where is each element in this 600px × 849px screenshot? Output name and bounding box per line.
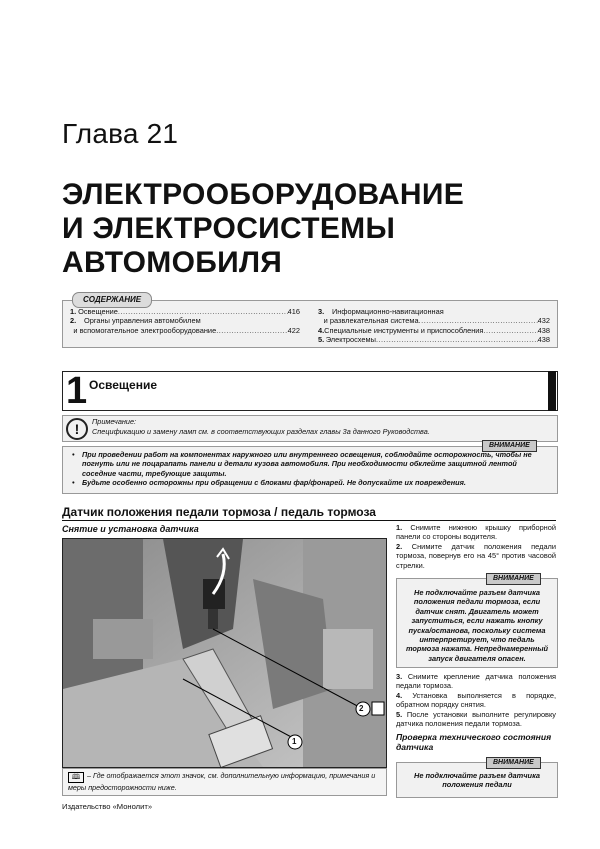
callout-2: 2	[359, 704, 364, 713]
warning-badge: ВНИМАНИЕ	[482, 440, 537, 452]
step-item: 3. Снимите крепление датчика положения педали тормоза.	[396, 672, 556, 691]
publisher-footer: Издательство «Монолит»	[62, 802, 153, 811]
brake-pedal-photo	[62, 538, 387, 768]
toc-right-column	[318, 307, 550, 344]
toc-entry[interactable]: и развлекательная система ..... 432	[318, 316, 550, 325]
section-title: Освещение	[89, 378, 157, 392]
chapter-number: Глава 21	[62, 118, 179, 149]
title-line: И ЭЛЕКТРОСИСТЕМЫ	[62, 212, 396, 245]
toc-label: СОДЕРЖАНИЕ	[72, 292, 152, 308]
warning-text-3: Не подключайте разъем датчика положения педали	[413, 771, 541, 790]
step-item: 5. После установки выполните регулировку датчика положения педали тормоза.	[396, 709, 556, 729]
step-item: 1. Снимите нижнюю крышку приборной панели со стороны водителя.	[396, 523, 556, 542]
note-label: Примечание:	[92, 417, 137, 426]
exclamation-icon: !	[66, 418, 88, 440]
step-item: 4. Установка выполняется в порядке, обратном порядку снятия.	[396, 690, 556, 710]
warning-list	[70, 450, 550, 488]
removal-steps-2	[396, 672, 556, 728]
subsection-title: Датчик положения педали тормоза / педаль тормоза	[62, 505, 556, 521]
photo-caption	[68, 771, 378, 792]
toc-entry[interactable]: 2. Органы управления автомобилем	[70, 316, 201, 326]
step-item: 2. Снимите датчик положения педали тормоза, повернув его на 45° против часовой стрелки.	[396, 541, 556, 570]
note-body: Спецификацию и замену ламп см. в соответствующих разделах главы 3а данного Руководства.	[92, 426, 430, 436]
toc-entry[interactable]: 3. Информационно-навигационная	[318, 307, 444, 316]
title-line: АВТОМОБИЛЯ	[62, 246, 283, 279]
book-icon: 🕮	[68, 772, 84, 783]
removal-steps	[396, 523, 556, 570]
caption-text: – Где отображается этот значок, см. дополнительную информацию, примечания и меры предосторожности ниже.	[68, 771, 376, 792]
title-line: ЭЛЕКТРООБОРУДОВАНИЕ	[62, 178, 465, 211]
check-title: Проверка технического состояния датчика	[396, 732, 552, 753]
toc-entry[interactable]: 4. Специальные инструменты и приспособления ..... 438	[318, 326, 550, 335]
warning-badge-3: ВНИМАНИЕ	[486, 757, 541, 769]
subheading: Снятие и установка датчика	[62, 524, 199, 534]
toc-entry[interactable]: 1. Освещение ..... 416	[70, 307, 300, 316]
photo-illustration	[63, 539, 386, 767]
note-text	[92, 417, 430, 436]
warning-badge-2: ВНИМАНИЕ	[486, 573, 541, 585]
warning-text-2: Не подключайте разъем датчика положения педали тормоза, если датчик снят. Двигатель может запуститься, если нажать кнопку пуска/останова, поскольку система интерпретирует, что педаль тормоза нажата. Непреднамеренный запуск двигателя опасен.	[405, 588, 549, 663]
section-number: 1	[66, 370, 88, 412]
toc-entry[interactable]: и вспомогательное электрооборудование ..... 422	[70, 326, 300, 335]
chapter-title	[62, 178, 542, 280]
warning-item: • Будьте особенно осторожны при обращении с блоками фар/фонарей. Не допускайте их повреждения.	[70, 478, 550, 487]
warning-item: • При проведении работ на компонентах наружного или внутреннего освещения, соблюдайте осторожность, чтобы не погнуть или не поцарапать панели и детали кузова автомобиля. При необходимости обклейте защитной лентой соседние части, требующие защиты.	[70, 450, 550, 478]
toc-entry[interactable]: 5. Электросхемы ..... 438	[318, 335, 550, 344]
callout-1: 1	[292, 737, 297, 746]
toc-left-column	[70, 307, 300, 335]
section-side-bar	[548, 371, 556, 411]
